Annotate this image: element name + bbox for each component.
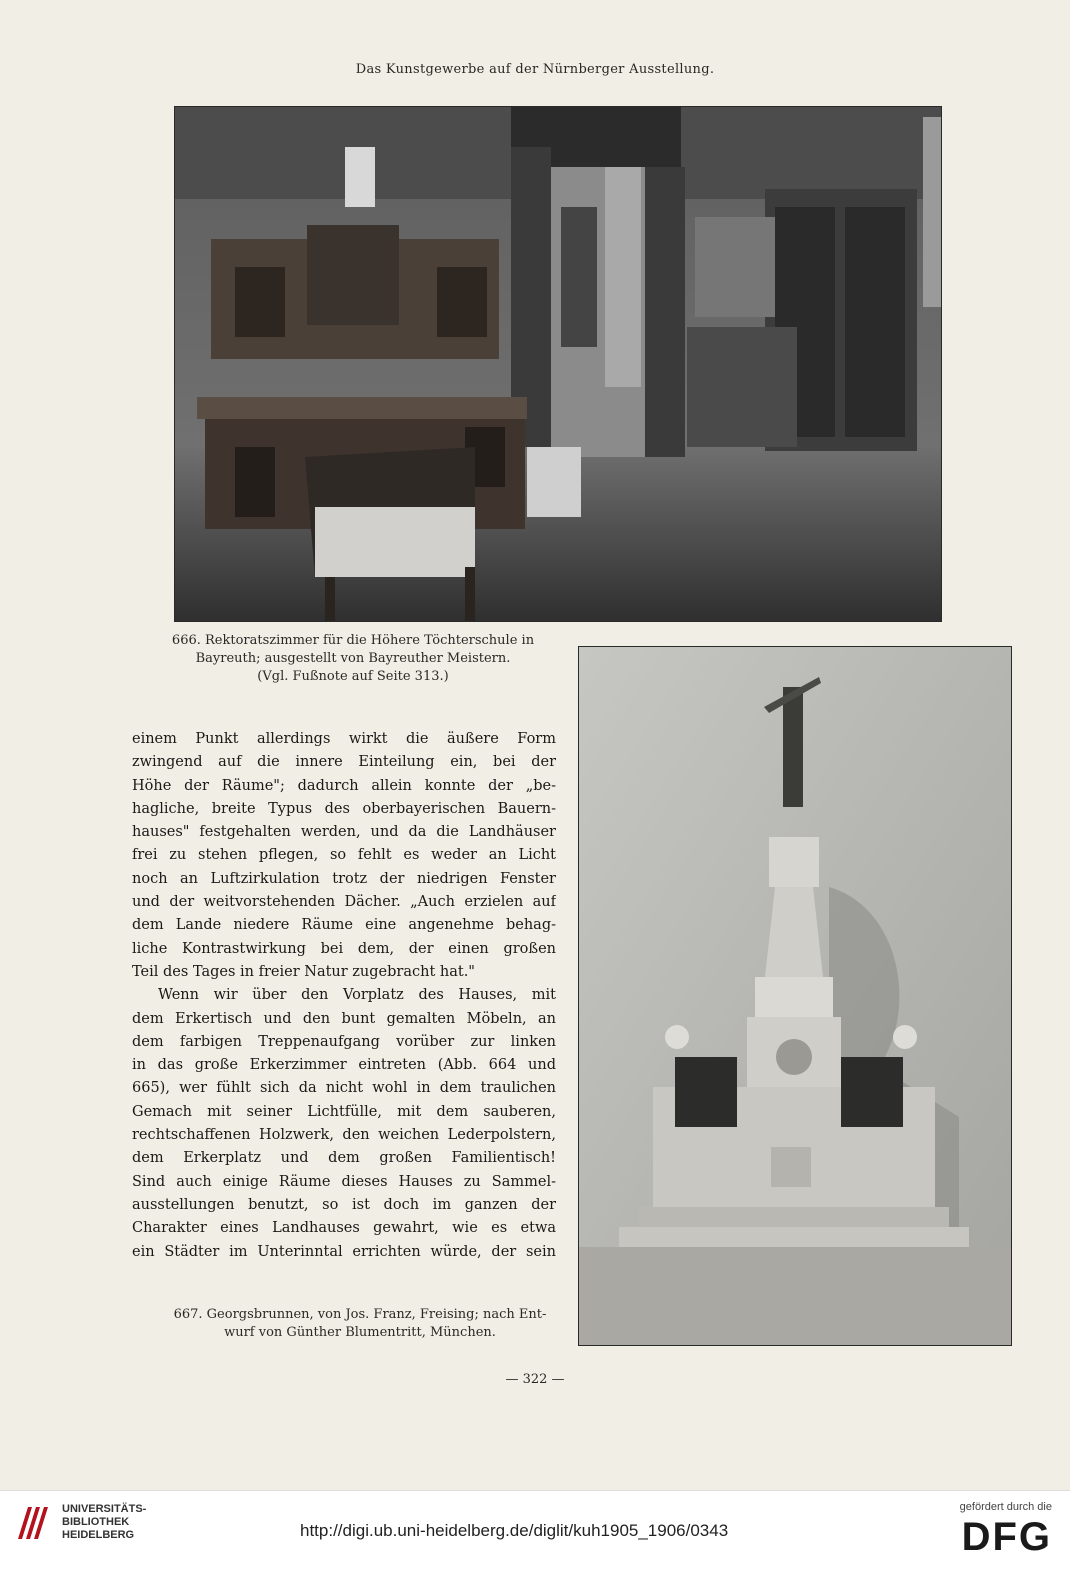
text-line: Charakter eines Landhauses gewahrt, wie es etwa (132, 1220, 556, 1237)
caption-line: (Vgl. Fußnote auf Seite 313.) (257, 669, 449, 684)
text-line: 665), wer fühlt sich da nicht wohl in dem traulichen (132, 1080, 556, 1097)
institution-line: BIBLIOTHEK (62, 1516, 130, 1528)
funded-by-text: gefördert durch die (959, 1501, 1052, 1513)
caption-line: 666. Rektoratszimmer für die Höhere Töchterschule in (171, 633, 535, 648)
running-head: Das Kunstgewerbe auf der Nürnberger Ausstellung. (355, 62, 715, 77)
text-line: und der weitvorstehenden Dächer. „Auch erzielen auf (132, 894, 556, 911)
figure-666-caption (135, 632, 571, 686)
dfg-logo: DFG (961, 1515, 1052, 1559)
text-line: noch an Luftzirkulation trotz der niedrigen Fenster (132, 870, 556, 887)
text-line: Gemach mit seiner Lichtfülle, mit dem sauberen, (132, 1103, 556, 1120)
university-library-logo-icon (14, 1503, 54, 1543)
institution-line: UNIVERSITÄTS- (62, 1503, 147, 1515)
caption-line: wurf von Günther Blumentritt, München. (224, 1325, 496, 1340)
institution-line: HEIDELBERG (62, 1529, 135, 1541)
text-line: liche Kontrastwirkung bei dem, der einen großen (132, 940, 556, 957)
text-line: rechtschaffenen Holzwerk, den weichen Lederpolstern, (132, 1127, 556, 1144)
institution-name (62, 1503, 146, 1542)
photo-georgsbrunnen (578, 646, 1012, 1346)
text-line: hagliche, breite Typus des oberbayerischen Bauern- (132, 800, 556, 817)
text-line: ausstellungen benutzt, so ist doch im ganzen der (132, 1196, 556, 1213)
text-line: dem Lande niedere Räume eine angenehme behag- (132, 917, 556, 934)
photo-rektoratszimmer-image (175, 107, 941, 621)
text-line: Höhe der Räume"; dadurch allein konnte der „be- (132, 777, 556, 794)
photo-georgsbrunnen-image (579, 647, 1011, 1345)
text-line: frei zu stehen pflegen, so fehlt es weder an Licht (132, 847, 556, 864)
text-line: hauses" festgehalten werden, und da die Landhäuser (132, 824, 556, 841)
text-line: Sind auch einige Räume dieses Hauses zu Sammel- (132, 1173, 556, 1190)
text-line: zwingend auf die innere Einteilung ein, bei der (132, 754, 556, 771)
text-line: Teil des Tages in freier Natur zugebracht hat." (132, 963, 475, 980)
text-line: dem Erkertisch und den bunt gemalten Möbeln, an (132, 1010, 556, 1027)
text-line: einem Punkt allerdings wirkt die äußere Form (132, 731, 556, 747)
text-line: dem Erkerplatz und dem großen Familientisch! (132, 1150, 556, 1167)
text-line: dem farbigen Treppenaufgang vorüber zur linken (132, 1033, 556, 1050)
text-line: Wenn wir über den Vorplatz des Hauses, mit (158, 987, 556, 1004)
caption-line: 667. Georgsbrunnen, von Jos. Franz, Freising; nach Ent- (173, 1307, 547, 1322)
page-number: — 322 — (505, 1372, 565, 1387)
body-text (132, 728, 556, 1264)
source-url-link[interactable]: http://digi.ub.uni-heidelberg.de/diglit/kuh1905_1906/0343 (300, 1521, 729, 1540)
footer-bar (0, 1490, 1070, 1570)
caption-line: Bayreuth; ausgestellt von Bayreuther Meistern. (195, 651, 511, 666)
photo-rektoratszimmer (174, 106, 942, 622)
text-line: ein Städter im Unterinntal errichten würde, der sein (132, 1243, 556, 1260)
figure-667-caption (150, 1306, 570, 1342)
text-line: in das große Erkerzimmer eintreten (Abb. 664 und (132, 1057, 556, 1074)
